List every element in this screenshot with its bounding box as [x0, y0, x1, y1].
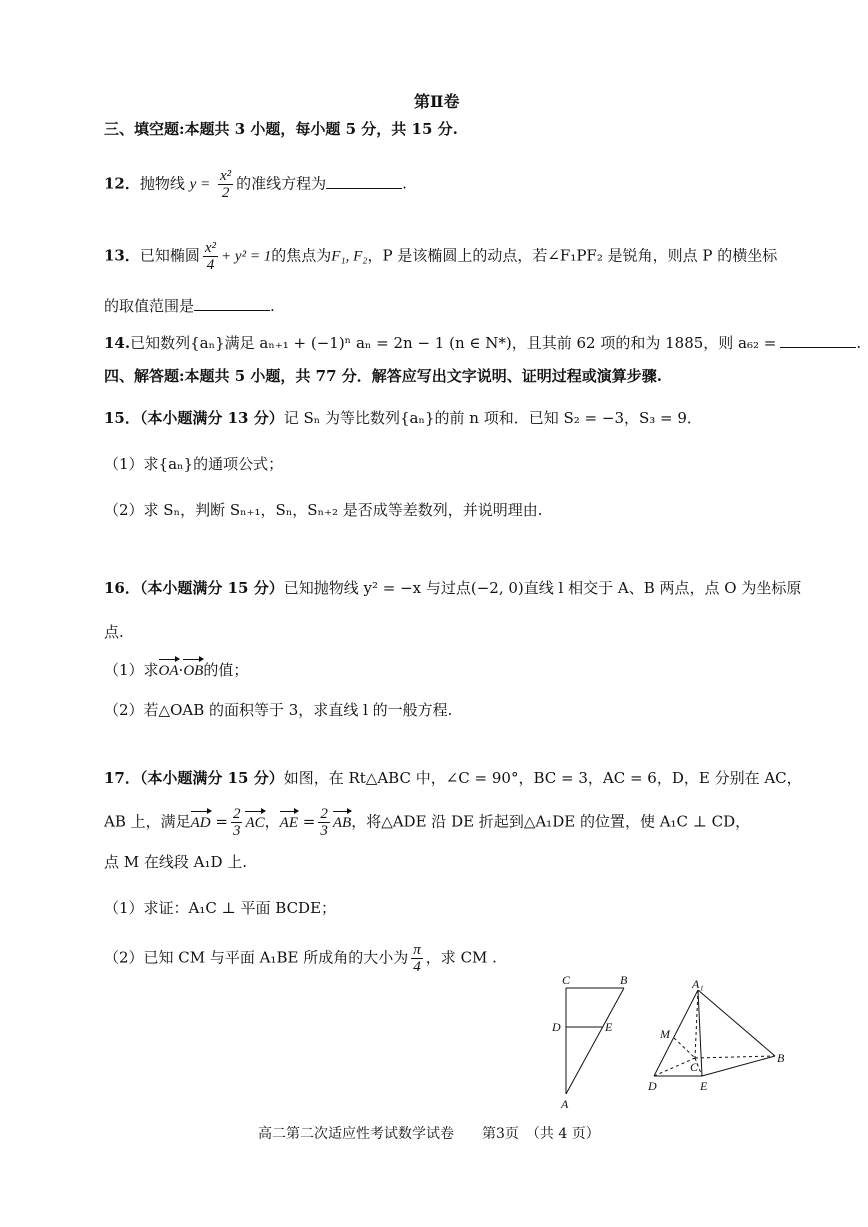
question-13-line2: 的取值范围是 .: [104, 297, 275, 315]
fig1-label-e: E: [605, 1020, 613, 1034]
vector-ab: AB: [332, 814, 352, 831]
fig2-label-a1: A₁: [692, 978, 704, 991]
question-15: 15．（本小题满分 13 分）记 Sₙ 为等比数列{aₙ}的前 n 项和．已知 S₂ = −3，S₃ = 9．: [104, 409, 702, 427]
q13-fraction: $\frac{\text{x²}}{4}$: [204, 240, 217, 273]
fig1-label-d: D: [552, 1020, 561, 1034]
fig1-label-a: A: [561, 1097, 569, 1111]
fig2-label-c: C: [690, 1060, 699, 1074]
question-16: 16．（本小题满分 15 分）已知抛物线 y² = −x 与过点(−2, 0)直线 l 相交于 A、B 两点，点 O 为坐标原: [104, 579, 802, 597]
question-13: 13．已知椭圆 $\frac{\text{x²}}{4}$ + y² = 1的焦点为F₁, F₂，P 是该椭圆上的动点，若∠F₁PF₂ 是锐角，则点 P 的横坐标: [104, 240, 778, 273]
question-16-line2: 点.: [104, 623, 124, 641]
answer-blank-14[interactable]: [780, 333, 856, 348]
section3-header: 三、填空题:本题共 3 小题，每小题 5 分，共 15 分.: [104, 120, 458, 138]
answer-blank-12[interactable]: [326, 174, 402, 189]
question-17-part2: （2）已知 CM 与平面 A₁BE 所成角的大小为 $\frac{\pi}{4}$ ，求 CM .: [104, 942, 497, 975]
fig2-label-b: B: [777, 1051, 785, 1065]
question-15-part2: （2）求 Sₙ，判断 Sₙ₊₁，Sₙ，Sₙ₊₂ 是否成等差数列，并说明理由.: [104, 501, 543, 519]
fig2-label-m: M: [660, 1027, 670, 1041]
vector-ae: AE: [279, 814, 298, 831]
vector-ob: OB: [183, 663, 204, 679]
vector-oa: OA: [158, 663, 179, 679]
question-17-line3: 点 M 在线段 A₁D 上.: [104, 853, 248, 871]
figure-pyramid-a1bcde: [640, 978, 790, 1098]
question-12: 12．抛物线 y = $\frac{\text{x²}}{2}$ 的准线方程为 .: [104, 168, 407, 201]
fig1-label-b: B: [620, 973, 628, 987]
vector-ac: AC: [245, 814, 265, 831]
vector-ad: AD: [190, 814, 211, 831]
question-15-part1: （1）求{aₙ}的通项公式；: [104, 455, 284, 473]
question-16-part2: （2）若△OAB 的面积等于 3，求直线 l 的一般方程.: [104, 701, 453, 719]
figure-triangle-abc: [548, 972, 648, 1112]
section4-header: 四、解答题:本题共 5 小题，共 77 分．解答应写出文字说明、证明过程或演算步骤.: [104, 367, 662, 385]
question-14: 14.已知数列{aₙ}满足 aₙ₊₁ + (−1)ⁿ aₙ = 2n − 1 (n ∈ N*)，且其前 62 项的和为 1885，则 a₆₂ = .: [104, 334, 862, 352]
question-16-part1: （1）求OA·OB的值；: [104, 661, 249, 679]
volume-title: 第Ⅱ卷: [414, 92, 460, 111]
fig2-label-d: D: [648, 1079, 657, 1093]
fig1-label-c: C: [562, 973, 571, 987]
question-17-line2: AB 上，满足AD = $\frac{2}{3}$ AC，AE = $\frac{2}{3}$ AB，将△ADE 沿 DE 折起到△A₁DE 的位置，使 A₁C ⊥ CD，: [104, 806, 751, 839]
q12-number: 12．: [104, 174, 140, 193]
question-17-part1: （1）求证：A₁C ⊥ 平面 BCDE；: [104, 899, 337, 917]
fig2-label-e: E: [700, 1079, 708, 1093]
question-17: 17．（本小题满分 15 分）如图，在 Rt△ABC 中，∠C = 90°，BC = 3，AC = 6，D，E 分别在 AC，: [104, 769, 802, 787]
page-footer: 高二第二次适应性考试数学试卷 第3页 （共 4 页）: [258, 1126, 600, 1142]
q12-fraction: $\frac{\text{x²}}{2}$: [219, 168, 232, 201]
answer-blank-13[interactable]: [194, 296, 270, 311]
